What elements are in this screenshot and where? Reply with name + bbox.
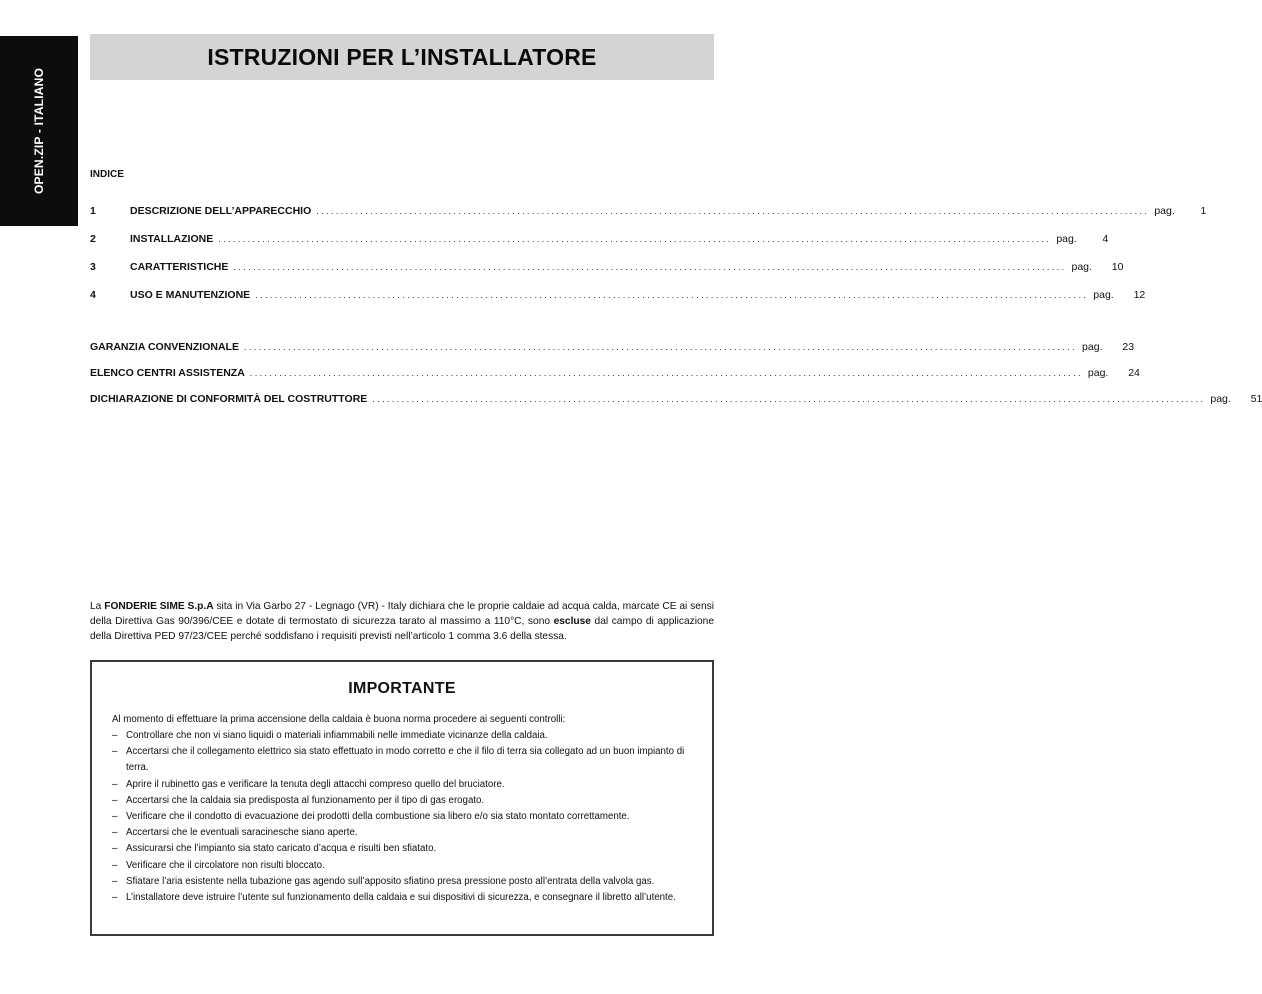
toc-leader-dots: .......................................................................................................................................................................... xyxy=(372,394,1206,404)
checklist-item xyxy=(112,858,686,874)
checklist-item xyxy=(112,841,686,857)
checklist-item xyxy=(112,809,686,825)
toc-number: 3 xyxy=(90,261,96,273)
checklist-item-text: Controllare che non vi siano liquidi o materiali infiammabili nelle immediate vicinanze della caldaia. xyxy=(126,730,548,741)
declaration-text-1: sita in Via Garbo 27 - Legnago (VR) - Italy dichiara che le proprie caldaie ad acqua calda, marcate CE ai sensi della Direttiva Gas 90/396/CEE e dotate di termostato di sicurezza tarato al massimo a 110°C, sono xyxy=(90,601,714,627)
checklist-item xyxy=(112,793,686,809)
declaration-paragraph xyxy=(90,599,714,644)
dash-bullet: – xyxy=(112,859,118,871)
toc-row[interactable] xyxy=(90,341,1135,357)
toc-pag-label: pag. xyxy=(1154,205,1175,217)
toc-page-number: 10 xyxy=(1111,261,1124,273)
checklist-item-text: Sfiatare l’aria esistente nella tubazione gas agendo sull’apposito sfiatino presa pressione posto all’entrata della valvola gas. xyxy=(126,875,655,887)
toc-row[interactable] xyxy=(90,205,1207,221)
toc-leader-dots: .......................................................................................................................................................................... xyxy=(233,262,1067,272)
toc-pag-label: pag. xyxy=(1093,289,1114,301)
toc-leader-dots: .......................................................................................................................................................................... xyxy=(316,206,1150,216)
toc-pag-label: pag. xyxy=(1087,367,1109,379)
checklist-item-text: Verificare che il condotto di evacuazione dei prodotti della combustione sia libero e/o sia stato montato correttamente. xyxy=(126,811,630,823)
toc-page-number: 23 xyxy=(1122,341,1135,353)
toc-page-number: 1 xyxy=(1200,205,1207,217)
toc-title: GARANZIA CONVENZIONALE xyxy=(90,341,239,353)
toc-leader-dots: .......................................................................................................................................................................... xyxy=(243,342,1078,352)
toc-page-number: 4 xyxy=(1102,233,1109,245)
toc-pag-label: pag. xyxy=(1210,393,1231,405)
company-name: FONDERIE SIME S.p.A xyxy=(104,601,214,612)
important-notice-box xyxy=(90,660,714,936)
toc-leader-dots: .......................................................................................................................................................................... xyxy=(249,368,1083,378)
toc-row[interactable] xyxy=(90,261,1124,277)
checklist-item-text: Verificare che il circolatore non risulti bloccato. xyxy=(126,859,325,871)
dash-bullet: – xyxy=(112,875,118,887)
dash-bullet: – xyxy=(112,892,118,904)
checklist-item-text: Assicurarsi che l’impianto sia stato caricato d’acqua e risulti ben sfiatato. xyxy=(126,843,437,855)
toc-title: DESCRIZIONE DELL’APPARECCHIO xyxy=(130,205,312,217)
toc-page-number: 12 xyxy=(1133,289,1146,301)
excluded-word: escluse xyxy=(553,616,591,627)
important-intro: Al momento di effettuare la prima accensione della caldaia è buona norma procedere ai seguenti controlli: xyxy=(112,714,566,725)
declaration-text-2: dal campo di applicazione della Direttiva PED 97/23/CEE perché soddisfano i requisiti previsti nell’articolo 1 comma 3.6 della stessa. xyxy=(90,616,714,642)
checklist-item xyxy=(112,744,686,776)
toc-title: INSTALLAZIONE xyxy=(130,233,214,245)
checklist-item xyxy=(112,874,686,890)
checklist-item xyxy=(112,890,686,906)
checklist-item xyxy=(112,825,686,841)
toc-pag-label: pag. xyxy=(1071,261,1092,273)
toc-row[interactable] xyxy=(90,289,1146,305)
toc-leader-dots: .......................................................................................................................................................................... xyxy=(218,234,1052,244)
toc-page-number: 24 xyxy=(1128,367,1140,379)
dash-bullet: – xyxy=(112,811,118,823)
checklist-item xyxy=(112,777,686,793)
toc-leader-dots: .......................................................................................................................................................................... xyxy=(255,290,1089,300)
checklist-item-text: Aprire il rubinetto gas e verificare la tenuta degli attacchi compreso quello del bruciatore. xyxy=(126,778,505,790)
declaration-prefix: La xyxy=(90,601,105,612)
toc-number: 4 xyxy=(90,289,96,301)
toc-title: DICHIARAZIONE DI CONFORMITÀ DEL COSTRUTTORE xyxy=(90,393,368,405)
side-tab-label: OPEN.ZIP - ITALIANO xyxy=(32,67,46,195)
toc-row[interactable] xyxy=(90,233,1109,249)
checklist-item-text: Accertarsi che le eventuali saracinesche siano aperte. xyxy=(126,827,358,839)
dash-bullet: – xyxy=(112,746,118,758)
page-title: ISTRUZIONI PER L’INSTALLATORE xyxy=(207,44,597,70)
title-band xyxy=(90,34,714,80)
toc-row[interactable] xyxy=(90,393,1262,409)
toc-title: CARATTERISTICHE xyxy=(130,261,229,273)
toc-title: ELENCO CENTRI ASSISTENZA xyxy=(90,367,245,379)
index-heading: INDICE xyxy=(90,169,124,180)
toc-title: USO E MANUTENZIONE xyxy=(130,289,251,301)
dash-bullet: – xyxy=(112,794,118,806)
toc-number: 1 xyxy=(90,205,96,217)
toc-pag-label: pag. xyxy=(1082,341,1103,353)
toc-pag-label: pag. xyxy=(1056,233,1077,245)
toc-row[interactable] xyxy=(90,367,1140,383)
dash-bullet: – xyxy=(112,730,118,741)
dash-bullet: – xyxy=(112,778,118,790)
checklist xyxy=(112,728,686,906)
checklist-item-text: Accertarsi che il collegamento elettrico sia stato effettuato in modo corretto e che il filo di terra sia collegato ad un buon impianto di terra. xyxy=(126,746,685,774)
checklist-item xyxy=(112,728,686,744)
toc-page-number: 51 xyxy=(1250,393,1262,405)
important-title: IMPORTANTE xyxy=(348,680,456,697)
dash-bullet: – xyxy=(112,843,118,855)
language-side-tab xyxy=(0,36,78,226)
dash-bullet: – xyxy=(112,827,118,839)
toc-number: 2 xyxy=(90,233,96,245)
checklist-item-text: L’installatore deve istruire l’utente sul funzionamento della caldaia e sui dispositivi di sicurezza, e consegnare il libretto all’utente. xyxy=(126,892,676,904)
checklist-item-text: Accertarsi che la caldaia sia predisposta al funzionamento per il tipo di gas erogato. xyxy=(126,794,485,806)
